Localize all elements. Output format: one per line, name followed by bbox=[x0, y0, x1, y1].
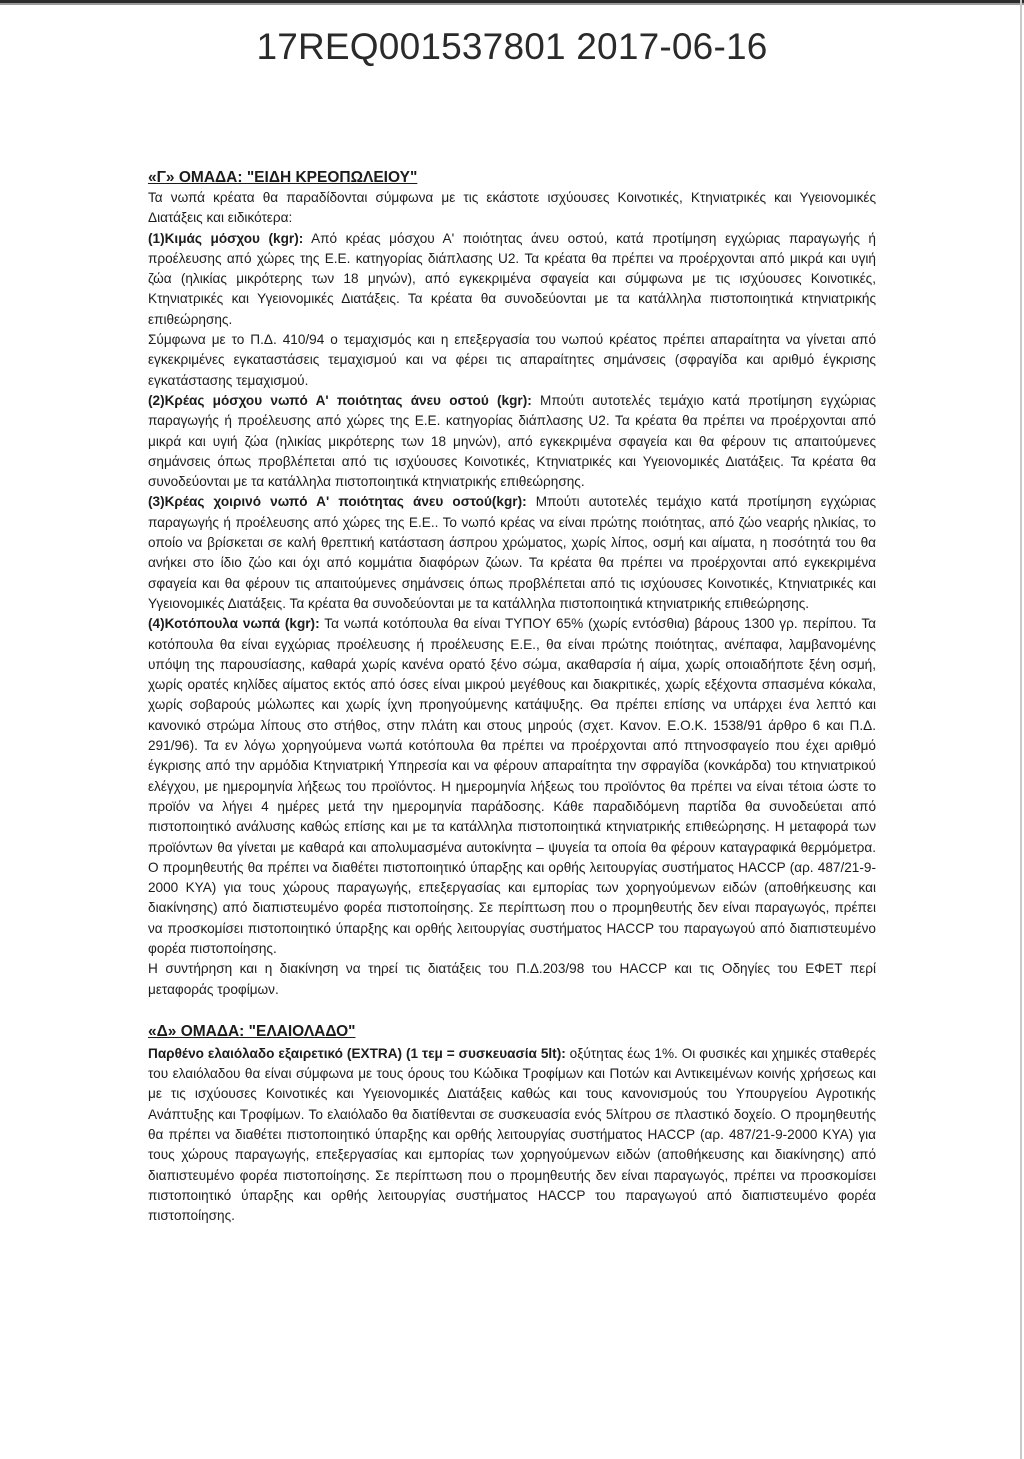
item-processing-note bbox=[148, 330, 876, 391]
item-minced-veal-head: (1)Κιμάς μόσχου (kgr): bbox=[148, 230, 304, 246]
section-g-intro: Τα νωπά κρέατα θα παραδίδονται σύμφωνα με τις εκάστοτε ισχύουσες Κοινοτικές, Κτηνιατρικές και Υγειονομικές Διατάξεις και ειδικότερα: bbox=[148, 190, 876, 226]
item-fresh-veal bbox=[148, 391, 876, 492]
item-fresh-chicken-head: (4)Κοτόπουλα νωπά (kgr): bbox=[148, 616, 320, 632]
item-fresh-chicken-text: Τα νωπά κοτόπουλα θα είναι ΤΥΠΟΥ 65% (χωρίς εντόσθια) βάρους 1300 γρ. περίπου. Τα κοτόπουλα θα είναι εγχώριας προέλευσης ή προέλευσης Ε.Ε., θα είναι πρώτης ποιότητας, ανέπαφα, λαμβανομένης υπόψη της παρουσίασης, καθαρά χωρίς κανένα ορατό ξένο σώμα, ακαθαρσία ή αίμα, χωρίς οποιαδήποτε ξένη οσμή, χωρίς ορατές κηλίδες αίματος εκτός από όσες είναι μικρού μεγέθους και διακριτικές, χωρίς εξέχοντα σπασμένα κόκαλα, χωρίς σοβαρούς μώλωπες και χωρίς ίχνη προηγούμενης κατάψυξης. Θα πρέπει επίσης να υπάρχει ένα λεπτό και κανονικό στρώμα λίπους στο στήθος, στην πλάτη και στους μηρούς (σχετ. Κανον. Ε.Ο.Κ. 1538/91 άρθρο 6 και Π.Δ. 291/96). Τα εν λόγω χορηγούμενα νωπά κοτόπουλα θα πρέπει να προέρχονται από πτηνοσφαγείο που έχει αριθμό έγκρισης από την αρμόδια Κτηνιατρική Υπηρεσία και να φέρουν απαραίτητα την σφραγίδα (κονκάρδα) του κτηνιατρικού ελέγχου, με ημερομηνία λήξεως του προϊόντος. Η ημερομηνία λήξεως του προϊόντος θα πρέπει να είναι τέτοια ώστε το προϊόν να λήγει 4 ημέρες μετά την ημερομηνία παράδοσης. Κάθε παραδιδόμενη παρτίδα θα συνοδεύεται από πιστοποιητικό ανάλυσης καθώς επίσης και με τα κατάλληλα πιστοποιητικά κτηνιατρικής επιθεώρησης. Η μεταφορά των προϊόντων θα γίνεται με καθαρά και απολυμασμένα αυτοκίνητα – ψυγεία τα οποία θα φέρουν καταγραφικά θερμόμετρα. Ο προμηθευτής θα πρέπει να διαθέτει πιστοποιητικό ύπαρξης και ορθής λειτουργίας συστήματος HACCP (αρ. 487/21-9-2000 ΚΥΑ) για τους χώρους παραγωγής, επεξεργασίας και εμπορίας των χορηγούμενων ειδών (αποθήκευσης και διακίνησης) από διαπιστευμένο φορέα πιστοποίησης. Σε περίπτωση που ο προμηθευτής δεν είναι παραγωγός, πρέπει να προσκομίσει πιστοποιητικό ύπαρξης και ορθής λειτουργίας συστήματος HACCP του παραγωγού από διαπιστευμένο φορέα πιστοποίησης. bbox=[148, 616, 876, 956]
scan-top-border-shadow bbox=[0, 3, 1024, 5]
item-minced-veal bbox=[148, 229, 876, 330]
item-fresh-veal-head: (2)Κρέας μόσχου νωπό Α' ποιότητας άνευ οστού (kgr): bbox=[148, 392, 532, 408]
document-body bbox=[148, 168, 876, 1227]
item-fresh-veal-text: Μπούτι αυτοτελές τεμάχιο κατά προτίμηση εγχώριας παραγωγής ή προέλευσης από χώρες της Ε.Ε. κατηγορίας διάπλασης U2. Τα κρέατα θα πρέπει να προέρχονται από μικρά και υγιή ζώα (ηλικίας μικρότερης των 18 μηνών), από εγκεκριμένα σφαγεία και θα φέρουν τις απαιτούμενες σημάνσεις όπως προβλέπεται από τις ισχύουσες Κοινοτικές, Κτηνιατρικές και Υγειονομικές Διατάξεις. Τα κρέατα θα συνοδεύονται με τα κατάλληλα πιστοποιητικά κτηνιατρικής επιθεώρησης. bbox=[148, 392, 876, 490]
section-d-title: «Δ» ΟΜΑΔΑ: "ΕΛΑΙΟΛΑΔΟ" bbox=[148, 1022, 356, 1040]
item-fresh-chicken bbox=[148, 614, 876, 959]
item-fresh-pork bbox=[148, 492, 876, 614]
item-olive-oil bbox=[148, 1044, 876, 1227]
document-header-code: 17REQ001537801 2017-06-16 bbox=[256, 26, 768, 67]
item-fresh-pork-head: (3)Κρέας χοιρινό νωπό Α' ποιότητας άνευ οστού(kgr): bbox=[148, 494, 527, 510]
item-storage-note-text: Η συντήρηση και η διακίνηση να τηρεί τις διατάξεις του Π.Δ.203/98 του HACCP και τις Οδηγίες του ΕΦΕΤ περί μεταφοράς τροφίμων. bbox=[148, 961, 876, 997]
item-olive-oil-text: οξύτητας έως 1%. Οι φυσικές και χημικές σταθερές του ελαιόλαδου θα είναι σύμφωνα με τους όρους του Κώδικα Τροφίμων και Ποτών και Αντικειμένων κοινής χρήσεως και με τις ισχύουσες Κοινοτικές και Υγειονομικές Διατάξεις καθώς και τους κανονισμούς του Υπουργείου Αγροτικής Ανάπτυξης και Τροφίμων. Το ελαιόλαδο θα διατίθενται σε συσκευασία ενός 5λίτρου σε πλαστικό δοχείο. Ο προμηθευτής θα πρέπει να διαθέτει πιστοποιητικό ύπαρξης και ορθής λειτουργίας συστήματος HACCP (αρ. 487/21-9-2000 ΚΥΑ) για τους χώρους παραγωγής, επεξεργασίας και εμπορίας των χορηγούμενων ειδών (αποθήκευσης και διακίνησης) από διαπιστευμένο φορέα πιστοποίησης. Σε περίπτωση που ο προμηθευτής δεν είναι παραγωγός, πρέπει να προσκομίσει πιστοποιητικό ύπαρξης και ορθής λειτουργίας συστήματος HACCP του παραγωγού από διαπιστευμένο φορέα πιστοποίησης. bbox=[148, 1045, 876, 1224]
item-olive-oil-head: Παρθένο ελαιόλαδο εξαιρετικό (EXTRA) (1 τεμ = συσκευασία 5lt): bbox=[148, 1045, 566, 1061]
scan-right-border bbox=[1020, 0, 1022, 1459]
item-processing-note-text: Σύμφωνα με το Π.Δ. 410/94 ο τεμαχισμός και η επεξεργασία του νωπού κρέατος πρέπει απαραίτητα να γίνεται από εγκεκριμένες εγκαταστάσεις τεμαχισμού και να φέρει τις απαραίτητες σημάνσεις (σφραγίδα και αριθμό έγκρισης εγκατάστασης τεμαχισμού. bbox=[148, 332, 876, 388]
section-g-title: «Γ» ΟΜΑΔΑ: "ΕΙΔΗ ΚΡΕΟΠΩΛΕΙΟΥ" bbox=[148, 169, 418, 186]
item-minced-veal-text: Από κρέας μόσχου Α' ποιότητας άνευ οστού, κατά προτίμηση εγχώριας παραγωγής ή προέλευσης από χώρες της Ε.Ε. κατηγορίας διάπλασης U2. Τα κρέατα θα πρέπει να προέρχονται από μικρά και υγιή ζώα (ηλικίας μικρότερης των 18 μηνών), από εγκεκριμένα σφαγεία και σύμφωνα με τις ισχύουσες Κοινοτικές, Κτηνιατρικές και Υγειονομικές Διατάξεις. Τα κρέατα θα συνοδεύονται με τα κατάλληλα πιστοποιητικά κτηνιατρικής επιθεώρησης. bbox=[148, 230, 876, 327]
item-storage-note bbox=[148, 959, 876, 1000]
item-fresh-pork-text: Μπούτι αυτοτελές τεμάχιο κατά προτίμηση εγχώριας παραγωγής ή προέλευσης από χώρες της Ε.Ε.. Το νωπό κρέας να είναι πρώτης ποιότητας, από ζώο νεαρής ηλικίας, το οποίο να βρίσκεται σε καλή θρεπτική κατάσταση άσπρου χρώματος, χωρίς λίπος, οσμή και αίματα, η ποσότητά του θα ανήκει στο ίδιο ζώο και όχι από κομμάτια διαφόρων ζώων. Τα κρέατα θα πρέπει να προέρχονται από εγκεκριμένα σφαγεία και θα φέρουν τις απαιτούμενες σημάνσεις όπως προβλέπεται από τις ισχύουσες Κοινοτικές, Κτηνιατρικές και Υγειονομικές Διατάξεις. Τα κρέατα θα συνοδεύονται με τα κατάλληλα πιστοποιητικά κτηνιατρικής επιθεώρησης. bbox=[148, 494, 876, 611]
